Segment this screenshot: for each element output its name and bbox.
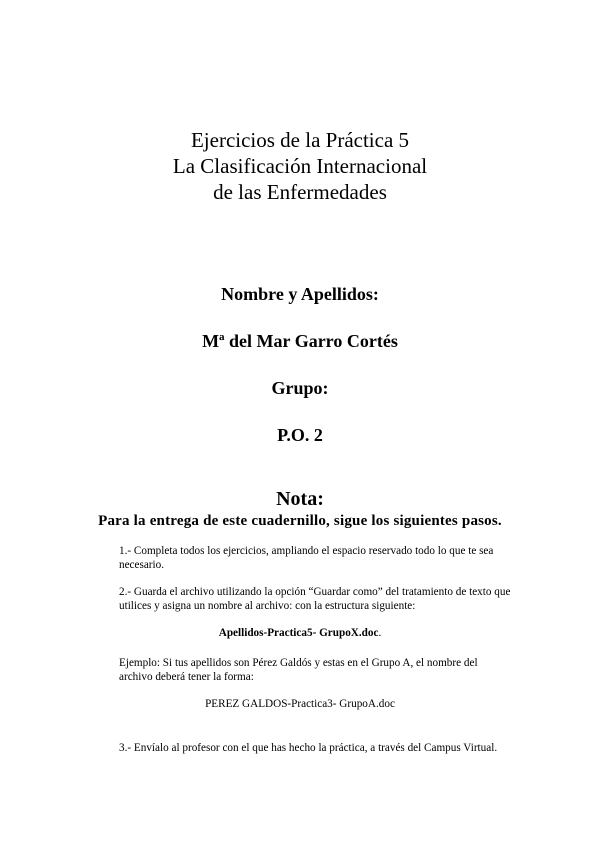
title-line-3: de las Enfermedades xyxy=(213,180,387,204)
step-1: 1.- Completa todos los ejercicios, ampliando el espacio reservado todo lo que te sea necesario. xyxy=(119,545,494,571)
nota-heading: Nota: xyxy=(276,488,324,510)
document-title xyxy=(0,127,600,205)
step-2: 2.- Guarda el archivo utilizando la opción “Guardar como” del tratamiento de texto que utilices y asigna un nombre al archivo: con la estructura siguiente: xyxy=(119,586,511,612)
example-filename: PEREZ GALDOS-Practica3- GrupoA.doc xyxy=(205,698,395,710)
example-text: Ejemplo: Si tus apellidos son Pérez Galdós y estas en el Grupo A, el nombre del archivo deberá tener la forma: xyxy=(119,657,478,683)
group-label: Grupo: xyxy=(271,378,329,398)
nota-subheading: Para la entrega de este cuadernillo, sigue los siguientes pasos. xyxy=(98,513,502,529)
name-label: Nombre y Apellidos: xyxy=(221,284,379,304)
group-value: P.O. 2 xyxy=(277,425,323,445)
step-3: 3.- Envíalo al profesor con el que has hecho la práctica, a través del Campus Virtual. xyxy=(119,742,498,754)
title-line-2: La Clasificación Internacional xyxy=(172,154,428,178)
name-value: Mª del Mar Garro Cortés xyxy=(202,331,398,351)
filename-pattern-line xyxy=(0,626,600,640)
title-line-1: Ejercicios de la Práctica 5 xyxy=(190,128,410,152)
filename-pattern: Apellidos-Practica5- GrupoX.doc xyxy=(218,627,379,639)
filename-pattern-suffix: . xyxy=(378,627,382,639)
